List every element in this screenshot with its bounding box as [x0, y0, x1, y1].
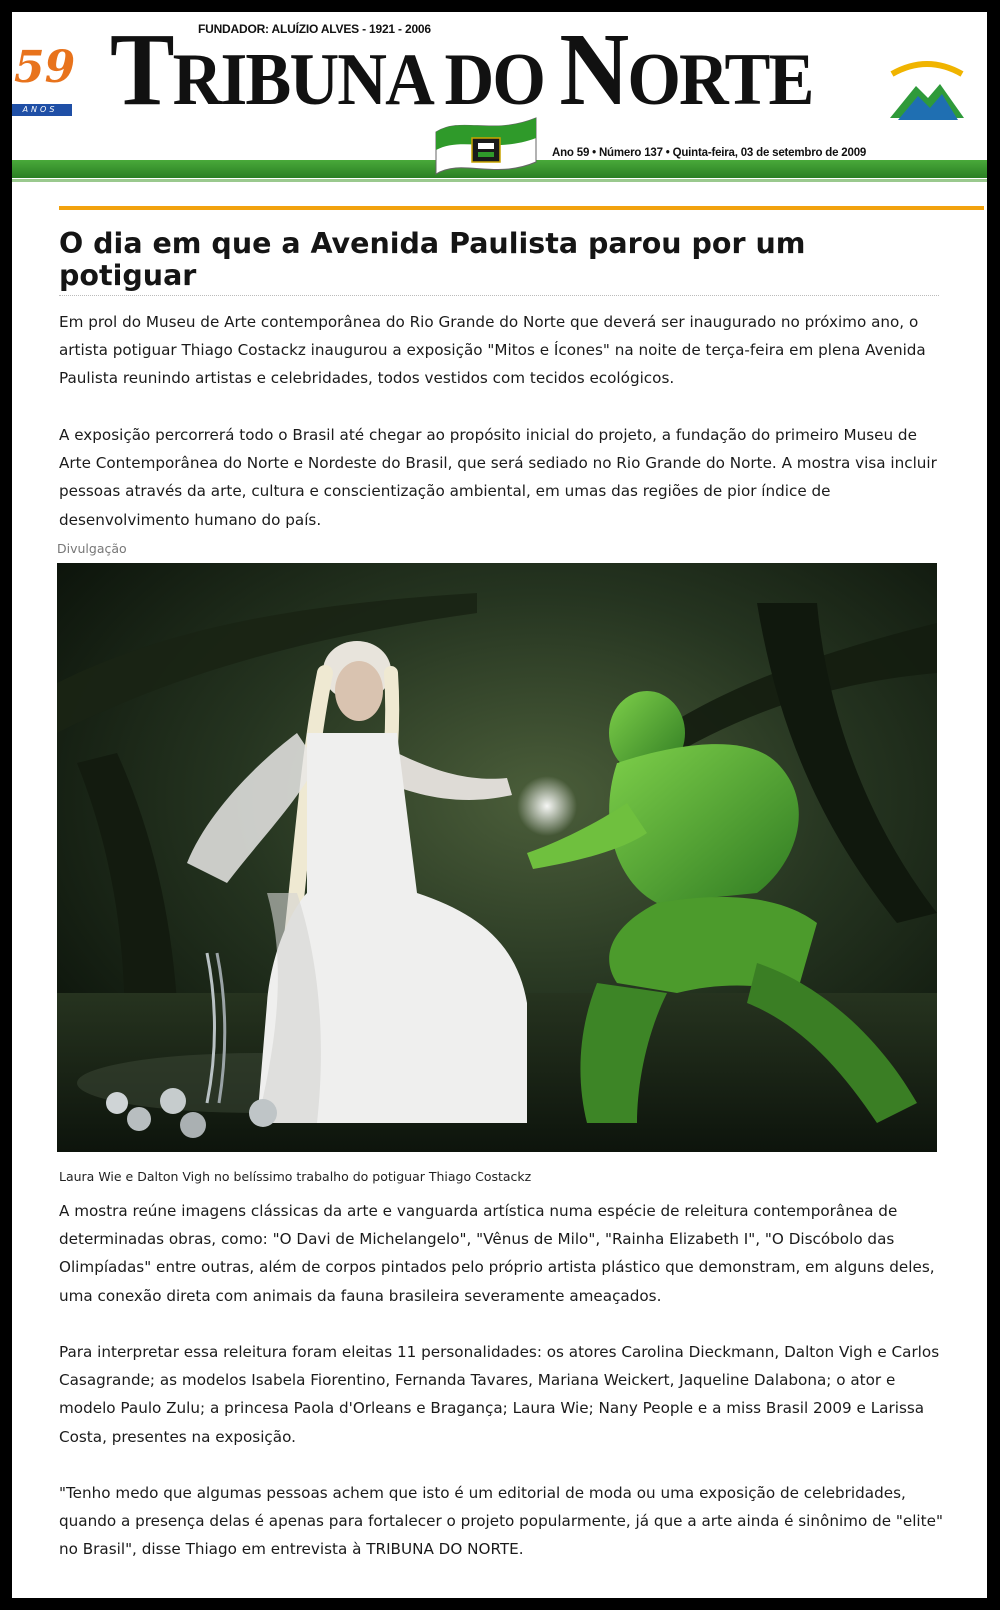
flag-icon [432, 110, 540, 192]
article-photo [57, 563, 937, 1152]
headline-divider [59, 295, 939, 296]
article-paragraph-3: A mostra reúne imagens clássicas da arte e vanguarda artística numa espécie de releitura contemporânea de determinadas obras, como: "O Davi de Michelangelo", "Vênus de Milo", "Rainha Elizabeth I", "O Discóbolo das Olimpíadas" entre outras, além de corpos pintados pelo próprio artista plástico que demonstram, em alguns deles, uma conexão direta com animais da fauna brasileira severamente ameaçados. [59, 1202, 935, 1305]
masthead [12, 12, 987, 190]
badge-word: ANOS [12, 104, 72, 116]
article-paragraph-2: A exposição percorrerá todo o Brasil até chegar ao propósito inicial do projeto, a fundação do primeiro Museu de Arte Contemporânea do Norte e Nordeste do Brasil, que será sediado no Rio Grande do Norte. A mostra visa incluir pessoas através da arte, cultura e conscientização ambiental, em umas das regiões de pior índice de desenvolvimento humano do país. [59, 426, 937, 529]
title-orte: ORTE [627, 39, 813, 121]
anniversary-badge [12, 42, 90, 114]
title-n: N [559, 12, 628, 127]
section-rule [59, 206, 984, 210]
title-do: DO [444, 39, 560, 121]
edition-info: Ano 59 • Número 137 • Quinta-feira, 03 de setembro de 2009 [552, 147, 867, 159]
article-paragraph-4: Para interpretar essa releitura foram eleitas 11 personalidades: os atores Carolina Dieckmann, Dalton Vigh e Carlos Casagrande; as modelos Isabela Fiorentino, Fernanda Tavares, Mariana Weickert, Jaqueline Dalabona; o ator e modelo Paulo Zulu; a princesa Paola d'Orleans e Bragança; Laura Wie; Nany People e a miss Brasil 2009 e Larissa Costa, presentes na exposição. [59, 1343, 940, 1446]
article-paragraph-5: "Tenho medo que algumas pessoas achem que isto é um editorial de moda ou uma exposição de celebridades, quando a presença delas é apenas para fortalecer o projeto popularmente, já que a arte ainda é sinônimo de "elite" no Brasil", disse Thiago em entrevista à TRIBUNA DO NORTE. [59, 1484, 943, 1559]
photo-caption: Laura Wie e Dalton Vigh no belíssimo trabalho do potiguar Thiago Costackz [59, 1169, 532, 1184]
article-headline: O dia em que a Avenida Paulista parou por um potiguar [59, 227, 806, 292]
title-ribuna: RIBUNA [172, 39, 445, 121]
forest-scene-illustration [57, 563, 937, 1152]
article-paragraph-1: Em prol do Museu de Arte contemporânea do Rio Grande do Norte que deverá ser inaugurado no próximo ano, o artista potiguar Thiago Costackz inaugurou a exposição "Mitos e Ícones" na noite de terça-feira em plena Avenida Paulista reunindo artistas e celebridades, todos vestidos com tecidos ecológicos. [59, 313, 926, 388]
photo-credit: Divulgação [57, 541, 127, 556]
newspaper-page [12, 12, 987, 1598]
founder-line: FUNDADOR: ALUÍZIO ALVES - 1921 - 2006 [198, 22, 431, 36]
badge-number: 59 [14, 42, 76, 93]
mountain-logo-icon [888, 60, 966, 124]
title-t: T [110, 12, 173, 127]
